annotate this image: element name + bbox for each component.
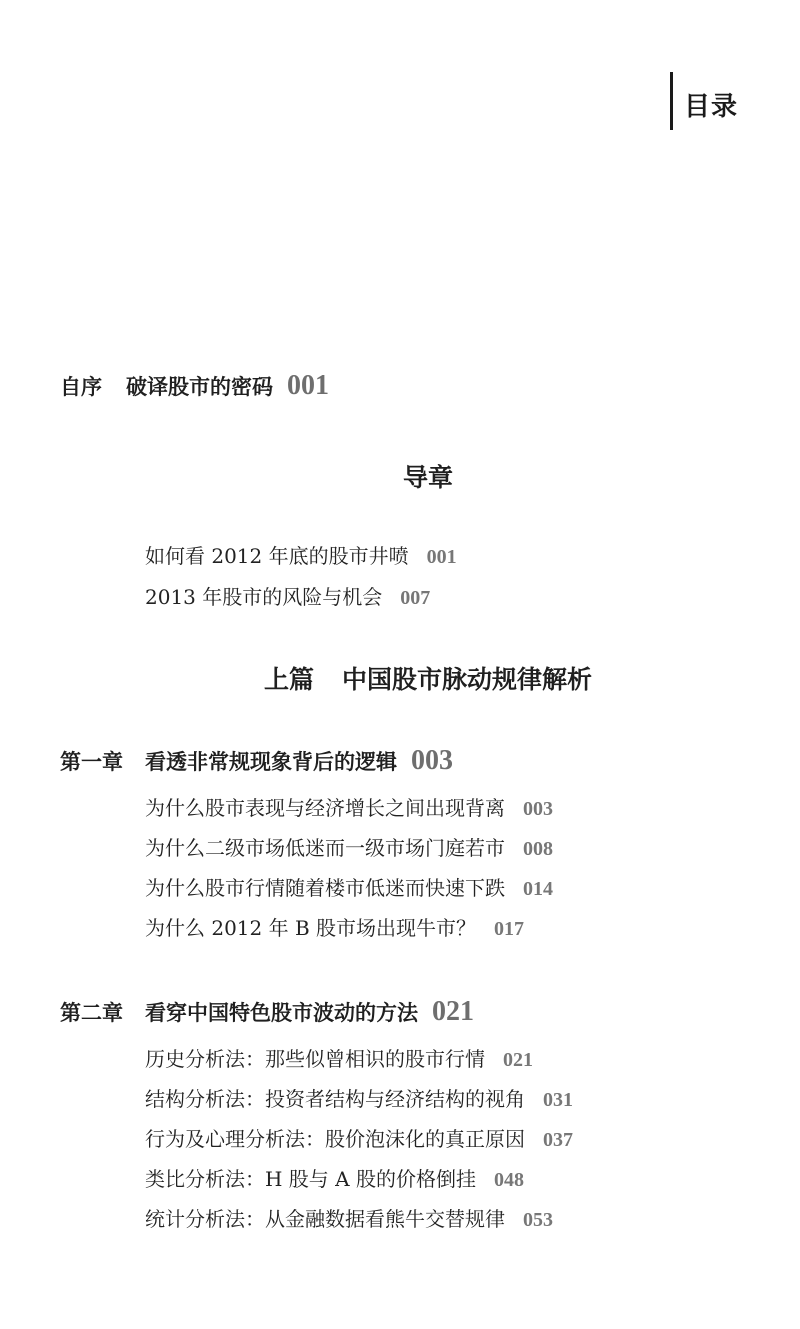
toc-chapter-2[interactable] <box>60 996 474 1028</box>
toc-subentry[interactable] <box>145 792 553 821</box>
subentry-title: 历史分析法：那些似曾相识的股市行情 <box>145 1047 485 1071</box>
chapter-page: 021 <box>432 996 474 1027</box>
chapter-label: 第一章 <box>60 750 123 774</box>
subentry-title: 结构分析法：投资者结构与经济结构的视角 <box>145 1087 525 1111</box>
subentry-title: 行为及心理分析法：股价泡沫化的真正原因 <box>145 1127 525 1151</box>
toc-chapter-1[interactable] <box>60 745 453 777</box>
subentry-page: 053 <box>523 1209 553 1231</box>
part-heading <box>28 660 800 696</box>
header-rule <box>670 72 673 130</box>
toc-subentry[interactable] <box>145 1163 524 1192</box>
subentry-title: 为什么股市行情随着楼市低迷而快速下跌 <box>145 876 505 900</box>
part-label: 上篇 <box>263 665 314 694</box>
subentry-title: 为什么 2012 年 B 股市场出现牛市？ <box>145 916 477 940</box>
subentry-page: 031 <box>543 1089 573 1111</box>
chapter-label: 第二章 <box>60 1001 123 1025</box>
toc-subentry[interactable] <box>145 1203 553 1232</box>
intro-heading <box>28 458 800 494</box>
preface-label: 自序 <box>60 375 102 399</box>
subentry-page: 048 <box>493 1169 524 1191</box>
toc-subentry[interactable] <box>145 1123 573 1152</box>
toc-subentry[interactable] <box>145 581 430 610</box>
chapter-page: 003 <box>411 745 453 776</box>
intro-heading-text: 导章 <box>402 463 453 492</box>
chapter-title: 看透非常规现象背后的逻辑 <box>145 750 397 774</box>
subentry-page: 021 <box>503 1049 533 1071</box>
subentry-title: 类比分析法：H 股与 A 股的价格倒挂 <box>145 1167 476 1191</box>
toc-subentry[interactable] <box>145 1043 533 1072</box>
subentry-page: 007 <box>400 587 431 609</box>
subentry-title: 为什么股市表现与经济增长之间出现背离 <box>145 796 505 820</box>
toc-subentry[interactable] <box>145 1083 573 1112</box>
subentry-page: 014 <box>523 878 553 900</box>
subentry-page: 003 <box>523 798 553 820</box>
part-title: 中国股市脉动规律解析 <box>342 665 593 694</box>
subentry-title: 统计分析法：从金融数据看熊牛交替规律 <box>145 1207 505 1231</box>
subentry-title: 2013 年股市的风险与机会 <box>145 585 383 609</box>
toc-subentry[interactable] <box>145 872 553 901</box>
subentry-page: 037 <box>543 1129 573 1151</box>
toc-subentry[interactable] <box>145 912 524 941</box>
preface-title: 破译股市的密码 <box>126 375 273 399</box>
subentry-title: 为什么二级市场低迷而一级市场门庭若市 <box>145 836 505 860</box>
toc-subentry[interactable] <box>145 540 457 569</box>
toc-subentry[interactable] <box>145 832 553 861</box>
page-title: 目录 <box>684 92 739 122</box>
chapter-title: 看穿中国特色股市波动的方法 <box>145 1001 418 1025</box>
toc-entry-preface[interactable] <box>60 370 329 402</box>
subentry-page: 008 <box>523 838 553 860</box>
subentry-page: 017 <box>494 918 525 940</box>
preface-page: 001 <box>287 370 329 401</box>
subentry-page: 001 <box>426 546 457 568</box>
subentry-title: 如何看 2012 年底的股市井喷 <box>145 544 409 568</box>
